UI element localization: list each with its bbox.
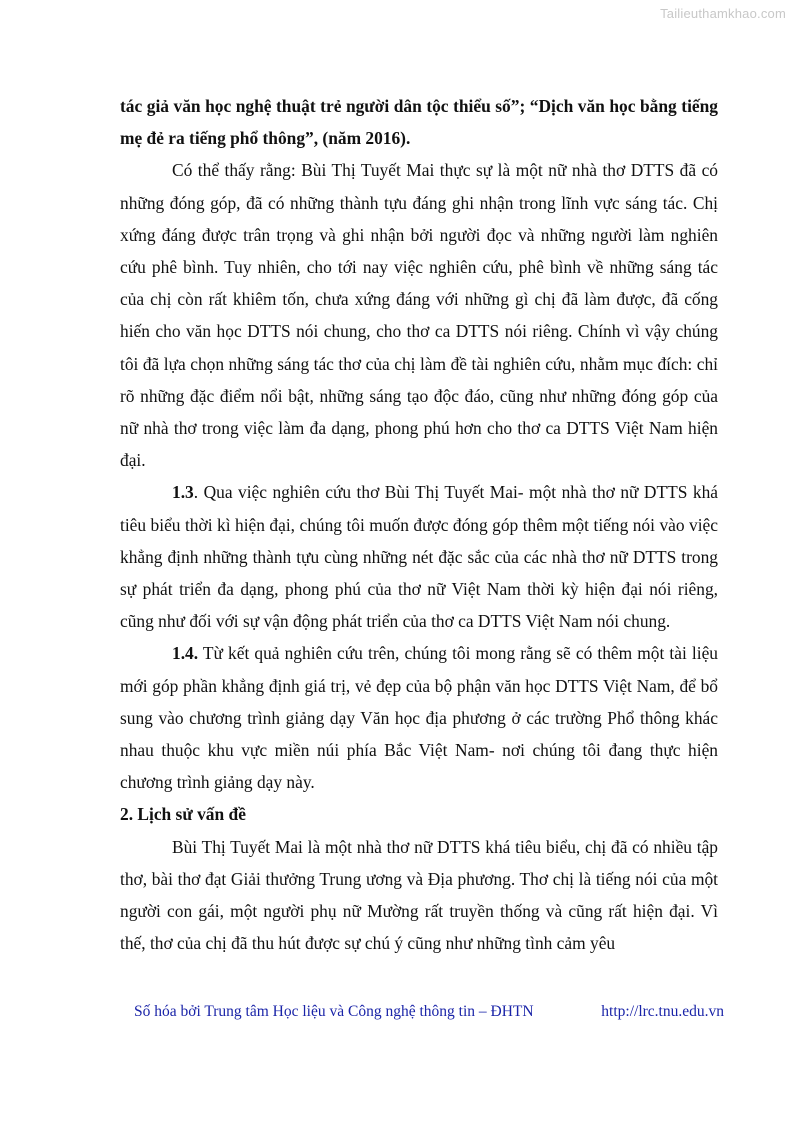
footer-credit: Số hóa bởi Trung tâm Học liệu và Công nghệ thông tin – ĐHTN	[134, 1003, 534, 1020]
paragraph-1-3	[120, 476, 718, 637]
paragraph-number: 1.3	[172, 482, 194, 503]
paragraph-text: Từ kết quả nghiên cứu trên, chúng tôi mong rằng sẽ có thêm một tài liệu mới góp phần khẳng định giá trị, vẻ đẹp của bộ phận văn học DTTS Việt Nam, để bổ sung vào chương trình giảng dạy Văn học địa phương ở các trường Phổ thông khác nhau thuộc khu vực miền núi phía Bắc Việt Nam- nơi chúng tôi đang thực hiện chương trình giảng dạy này.	[120, 643, 718, 793]
paragraph-1-4	[120, 637, 718, 798]
paragraph-history: Bùi Thị Tuyết Mai là một nhà thơ nữ DTTS khá tiêu biểu, chị đã có nhiều tập thơ, bài thơ đạt Giải thưởng Trung ương và Địa phương. Thơ chị là tiếng nói của một người con gái, một người phụ nữ Mường rất truyền thống và cũng rất hiện đại. Vì thế, thơ của chị đã thu hút được sự chú ý cũng như những tình cảm yêu	[120, 836, 718, 954]
paragraph-significance: Có thể thấy rằng: Bùi Thị Tuyết Mai thực sự là một nữ nhà thơ DTTS đã có những đóng góp, đã có những thành tựu đáng ghi nhận trong lĩnh vực sáng tác. Chị xứng đáng được trân trọng và ghi nhận bởi người đọc và những người làm nghiên cứu phê bình. Tuy nhiên, cho tới nay việc nghiên cứu, phê bình về những sáng tác của chị còn rất khiêm tốn, chưa xứng đáng với những gì chị đã làm được, đã cống hiến cho văn học DTTS nói chung, cho thơ ca DTTS nói riêng. Chính vì vậy chúng tôi đã lựa chọn những sáng tác thơ của chị làm đề tài nghiên cứu, nhằm mục đích: chỉ rõ những đặc điểm nổi bật, những sáng tạo độc đáo, cũng như những đóng góp của nữ nhà thơ trong việc làm đa dạng, phong phú hơn cho thơ ca DTTS Việt Nam hiện đại.	[120, 160, 718, 471]
paragraph-number: 1.4.	[172, 643, 199, 664]
document-body	[120, 90, 718, 959]
page-footer	[120, 1003, 724, 1025]
watermark-text: Tailieuthamkhao.com	[660, 6, 786, 21]
footer-url: http://lrc.tnu.edu.vn	[601, 1003, 724, 1020]
intro-paragraph: tác giả văn học nghệ thuật trẻ người dân tộc thiểu số”; “Dịch văn học bằng tiếng mẹ đẻ ra tiếng phổ thông”, (năm 2016).	[120, 96, 718, 149]
section-heading: 2. Lịch sử vấn đề	[120, 804, 246, 825]
paragraph-text: . Qua việc nghiên cứu thơ Bùi Thị Tuyết Mai- một nhà thơ nữ DTTS khá tiêu biểu thời kì hiện đại, chúng tôi muốn được đóng góp thêm một tiếng nói vào việc khẳng định những thành tựu cùng những nét đặc sắc của các nhà thơ nữ DTTS trong sự phát triển đa dạng, phong phú của thơ nữ Việt Nam thời kỳ hiện đại nói riêng, cũng như đối với sự vận động phát triển của thơ ca DTTS Việt Nam nói chung.	[120, 482, 718, 632]
